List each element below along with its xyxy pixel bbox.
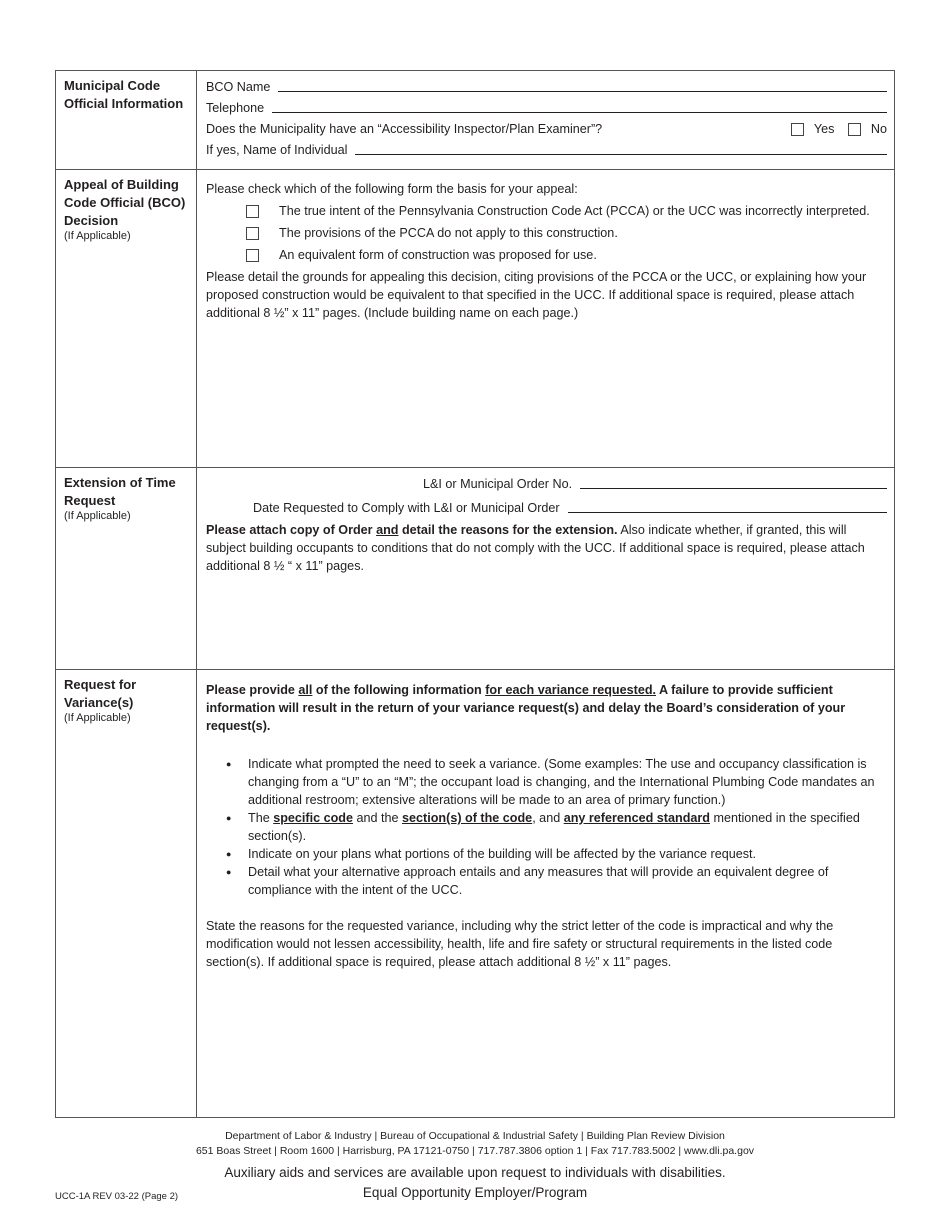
date-requested-label: Date Requested to Comply with L&I or Municipal Order bbox=[253, 501, 560, 515]
bco-name-label: BCO Name bbox=[206, 80, 271, 94]
municipal-row bbox=[56, 71, 894, 169]
option-label: An equivalent form of construction was proposed for use. bbox=[279, 248, 597, 262]
variance-reasons: State the reasons for the requested variance, including why the strict letter of the code is impractical and why the modification would not lessen accessibility, health, life and fire safety or structural requirements in the listed code section(s). If additional space is required, please attach additional 8 ½” x 11” pages. bbox=[206, 919, 834, 969]
telephone-field[interactable] bbox=[272, 112, 887, 113]
option-checkbox[interactable] bbox=[246, 227, 259, 240]
footer-aids: Auxiliary aids and services are available upon request to individuals with disabilities. bbox=[224, 1165, 726, 1180]
variance-label: Request for Variance(s) bbox=[64, 677, 137, 710]
option-checkbox[interactable] bbox=[246, 249, 259, 262]
variance-sub: (If Applicable) bbox=[64, 712, 131, 724]
order-no-label: L&I or Municipal Order No. bbox=[423, 477, 573, 491]
extension-detail: Please attach copy of Order and detail the reasons for the extension. Also indicate whether, if granted, this will subject building occupants to conditions that do not comply with the UCC. If additional space is required, please attach additional 8 ½ “ x 11” pages. bbox=[206, 523, 865, 573]
appeal-sub: (If Applicable) bbox=[64, 230, 131, 242]
variance-bullets bbox=[248, 755, 887, 899]
footer-eeo: Equal Opportunity Employer/Program bbox=[362, 1185, 588, 1200]
inspector-question: Does the Municipality have an “Accessibility Inspector/Plan Examiner”? bbox=[206, 122, 603, 136]
telephone-label: Telephone bbox=[206, 101, 265, 115]
no-checkbox[interactable] bbox=[848, 123, 861, 136]
order-no-field[interactable] bbox=[580, 488, 887, 489]
extension-label: Extension of Time Request bbox=[64, 475, 176, 508]
appeal-label: Appeal of Building Code Official (BCO) Decision bbox=[64, 177, 186, 228]
footer-dept: Department of Labor & Industry | Bureau of Occupational & Industrial Safety | Building Plan Review Division bbox=[225, 1130, 725, 1142]
option-label: The provisions of the PCCA do not apply to this construction. bbox=[279, 226, 618, 240]
variance-intro: Please provide all of the following information for each variance requested. A failure to provide sufficient information will result in the return of your variance request(s) and delay the Board’s consideration of your request(s). bbox=[206, 683, 846, 733]
date-requested-field[interactable] bbox=[568, 512, 887, 513]
form-id: UCC-1A REV 03-22 (Page 2) bbox=[55, 1191, 179, 1202]
no-label: No bbox=[870, 122, 887, 136]
option-checkbox[interactable] bbox=[246, 205, 259, 218]
variance-row bbox=[56, 669, 894, 1117]
individual-label: If yes, Name of Individual bbox=[206, 143, 348, 157]
appeal-intro: Please check which of the following form the basis for your appeal: bbox=[206, 182, 578, 196]
footer-address: 651 Boas Street | Room 1600 | Harrisburg, PA 17121-0750 | 717.787.3806 option 1 | Fax 717.783.5002 | www.dli.pa.gov bbox=[195, 1145, 755, 1157]
bco-name-field[interactable] bbox=[278, 91, 887, 92]
extension-sub: (If Applicable) bbox=[64, 510, 131, 522]
appeal-row bbox=[56, 169, 894, 467]
bullet-item: ● Indicate on your plans what portions of the building will be affected by the variance request. bbox=[248, 845, 887, 863]
individual-field[interactable] bbox=[355, 154, 887, 155]
municipal-label: Municipal Code Official Information bbox=[56, 71, 197, 169]
yes-checkbox[interactable] bbox=[791, 123, 804, 136]
form-table bbox=[55, 70, 895, 1118]
bullet-item: ● Indicate what prompted the need to seek a variance. (Some examples: The use and occupancy classification is changing from a “U” to an “M”; the occupant load is changing, and the International Plumbing Code mandates an additional restroom; extensive alterations will be made to an area of primary function.) bbox=[248, 755, 887, 809]
extension-row bbox=[56, 467, 894, 669]
bullet-item: ● Detail what your alternative approach entails and any measures that will provide an equivalent degree of compliance with the intent of the UCC. bbox=[248, 863, 887, 899]
option-label: The true intent of the Pennsylvania Construction Code Act (PCCA) or the UCC was incorrectly interpreted. bbox=[279, 204, 870, 218]
bullet-item: ● The specific code and the section(s) of the code, and any referenced standard mentioned in the specified section(s). bbox=[248, 809, 887, 845]
appeal-detail: Please detail the grounds for appealing this decision, citing provisions of the PCCA or the UCC, or explaining how your proposed construction would be equivalent to that specified in the UCC. If additional space is required, please attach additional 8 ½” x 11” pages. (Include building name on each page.) bbox=[206, 270, 867, 320]
yes-label: Yes bbox=[813, 122, 835, 136]
